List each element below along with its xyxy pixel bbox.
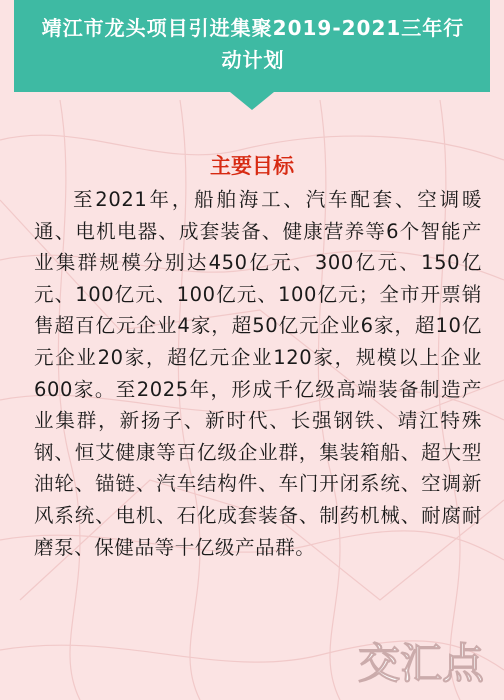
watermark-text-graphic [346,630,496,694]
section-heading: 主要目标 [210,154,294,178]
title-banner-pointer [230,92,274,110]
body-paragraph: 至2021年，船舶海工、汽车配套、空调暖通、电机电器、成套装备、健康营养等6个智能产业集群规模分别达450亿元、300亿元、150亿元、100亿元、100亿元、100亿元；全市开票销售超百亿元企业4家，超50亿元企业6家，超10亿元企业20家，超亿元企业120家，规模以上企业600家。至2025年，形成千亿级高端装备制造产业集群，新扬子、新时代、长强钢铁、靖江特殊钢、恒艾健康等百亿级企业群，集装箱船、超大型油轮、锚链、汽车结构件、车门开闭系统、空调新风系统、电机、石化成套装备、制药机械、耐腐耐磨泵、保健品等十亿级产品群。 [34,188,482,559]
watermark-logo [346,630,496,694]
title-banner [14,0,490,92]
page-title: 靖江市龙头项目引进集聚2019-2021三年行动计划 [41,16,465,72]
svg-text:交汇点: 交汇点 [357,639,485,688]
